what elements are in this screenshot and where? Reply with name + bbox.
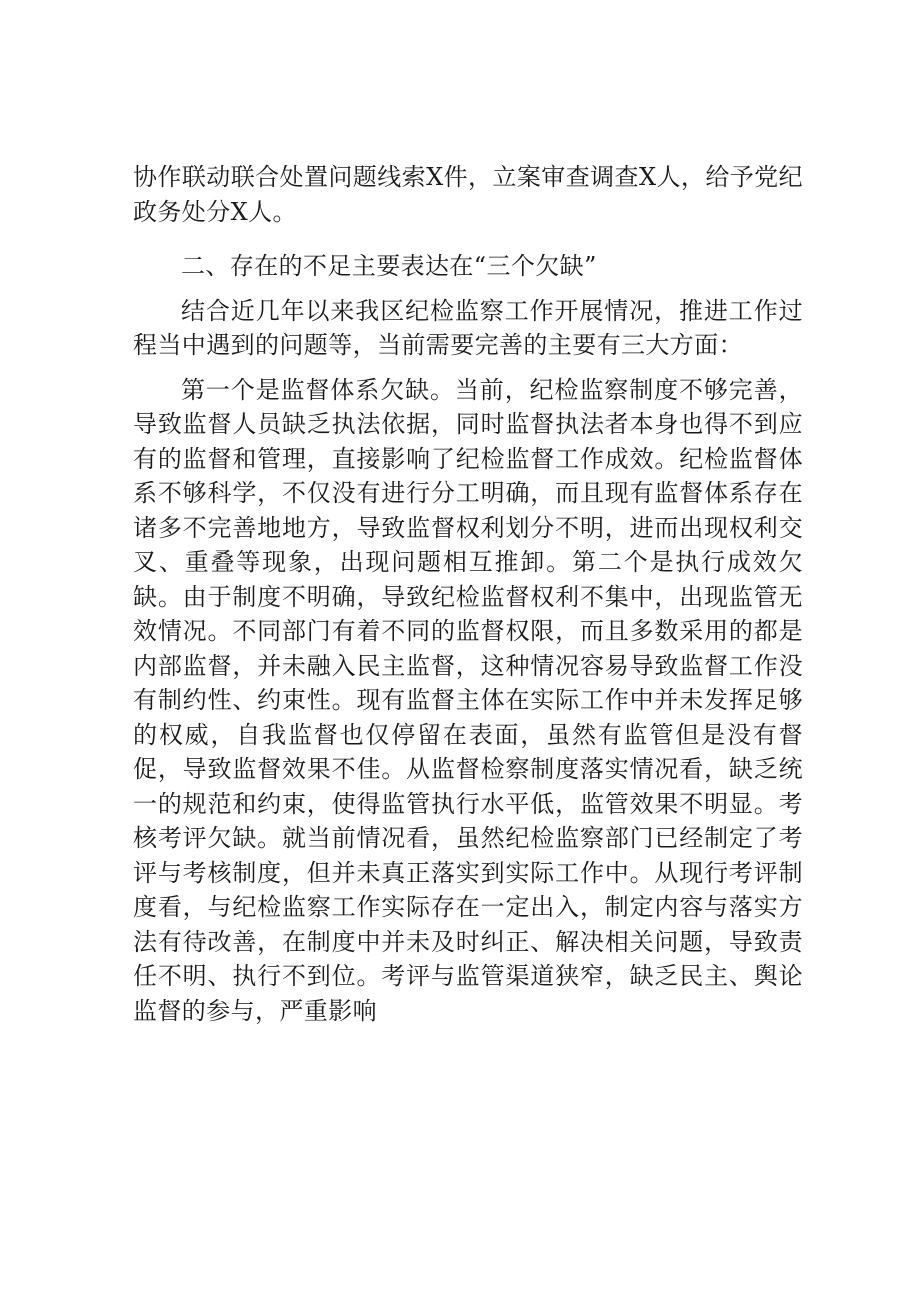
paragraph-intro: 结合近几年以来我区纪检监察工作开展情况，推进工作过程当中遇到的问题等，当前需要完善的主要有三大方面： [133,296,803,359]
paragraph-case-statistics: 协作联动联合处置问题线索X件，立案审查调查X人，给予党纪政务处分X人。 [133,163,803,226]
section-heading-shortcomings: 二、存在的不足主要表达在“三个欠缺” [181,252,597,280]
document-page [133,160,803,1028]
paragraph-body: 第一个是监督体系欠缺。当前，纪检监察制度不够完善，导致监督人员缺乏执法依据，同时监督执法者本身也得不到应有的监督和管理，直接影响了纪检监督工作成效。纪检监督体系不够科学，不仅没有进行分工明确，而且现有监督体系存在诸多不完善地地方，导致监督权利划分不明，进而出现权利交叉、重叠等现象，出现问题相互推卸。第二个是执行成效欠缺。由于制度不明确，导致纪检监督权利不集中，出现监管无效情况。不同部门有着不同的监督权限，而且多数采用的都是内部监督，并未融入民主监督，这种情况容易导致监督工作没有制约性、约束性。现有监督主体在实际工作中并未发挥足够的权威，自我监督也仅停留在表面，虽然有监管但是没有督促，导致监督效果不佳。从监督检察制度落实情况看，缺乏统一的规范和约束，使得监管执行水平低，监管效果不明显。考核考评欠缺。就当前情况看，虽然纪检监察部门已经制定了考评与考核制度，但并未真正落实到实际工作中。从现行考评制度看，与纪检监察工作实际存在一定出入，制定内容与落实方法有待改善，在制度中并未及时纠正、解决相关问题，导致责任不明、执行不到位。考评与监管渠道狭窄，缺乏民主、舆论监督的参与，严重影响 [133,375,803,1025]
